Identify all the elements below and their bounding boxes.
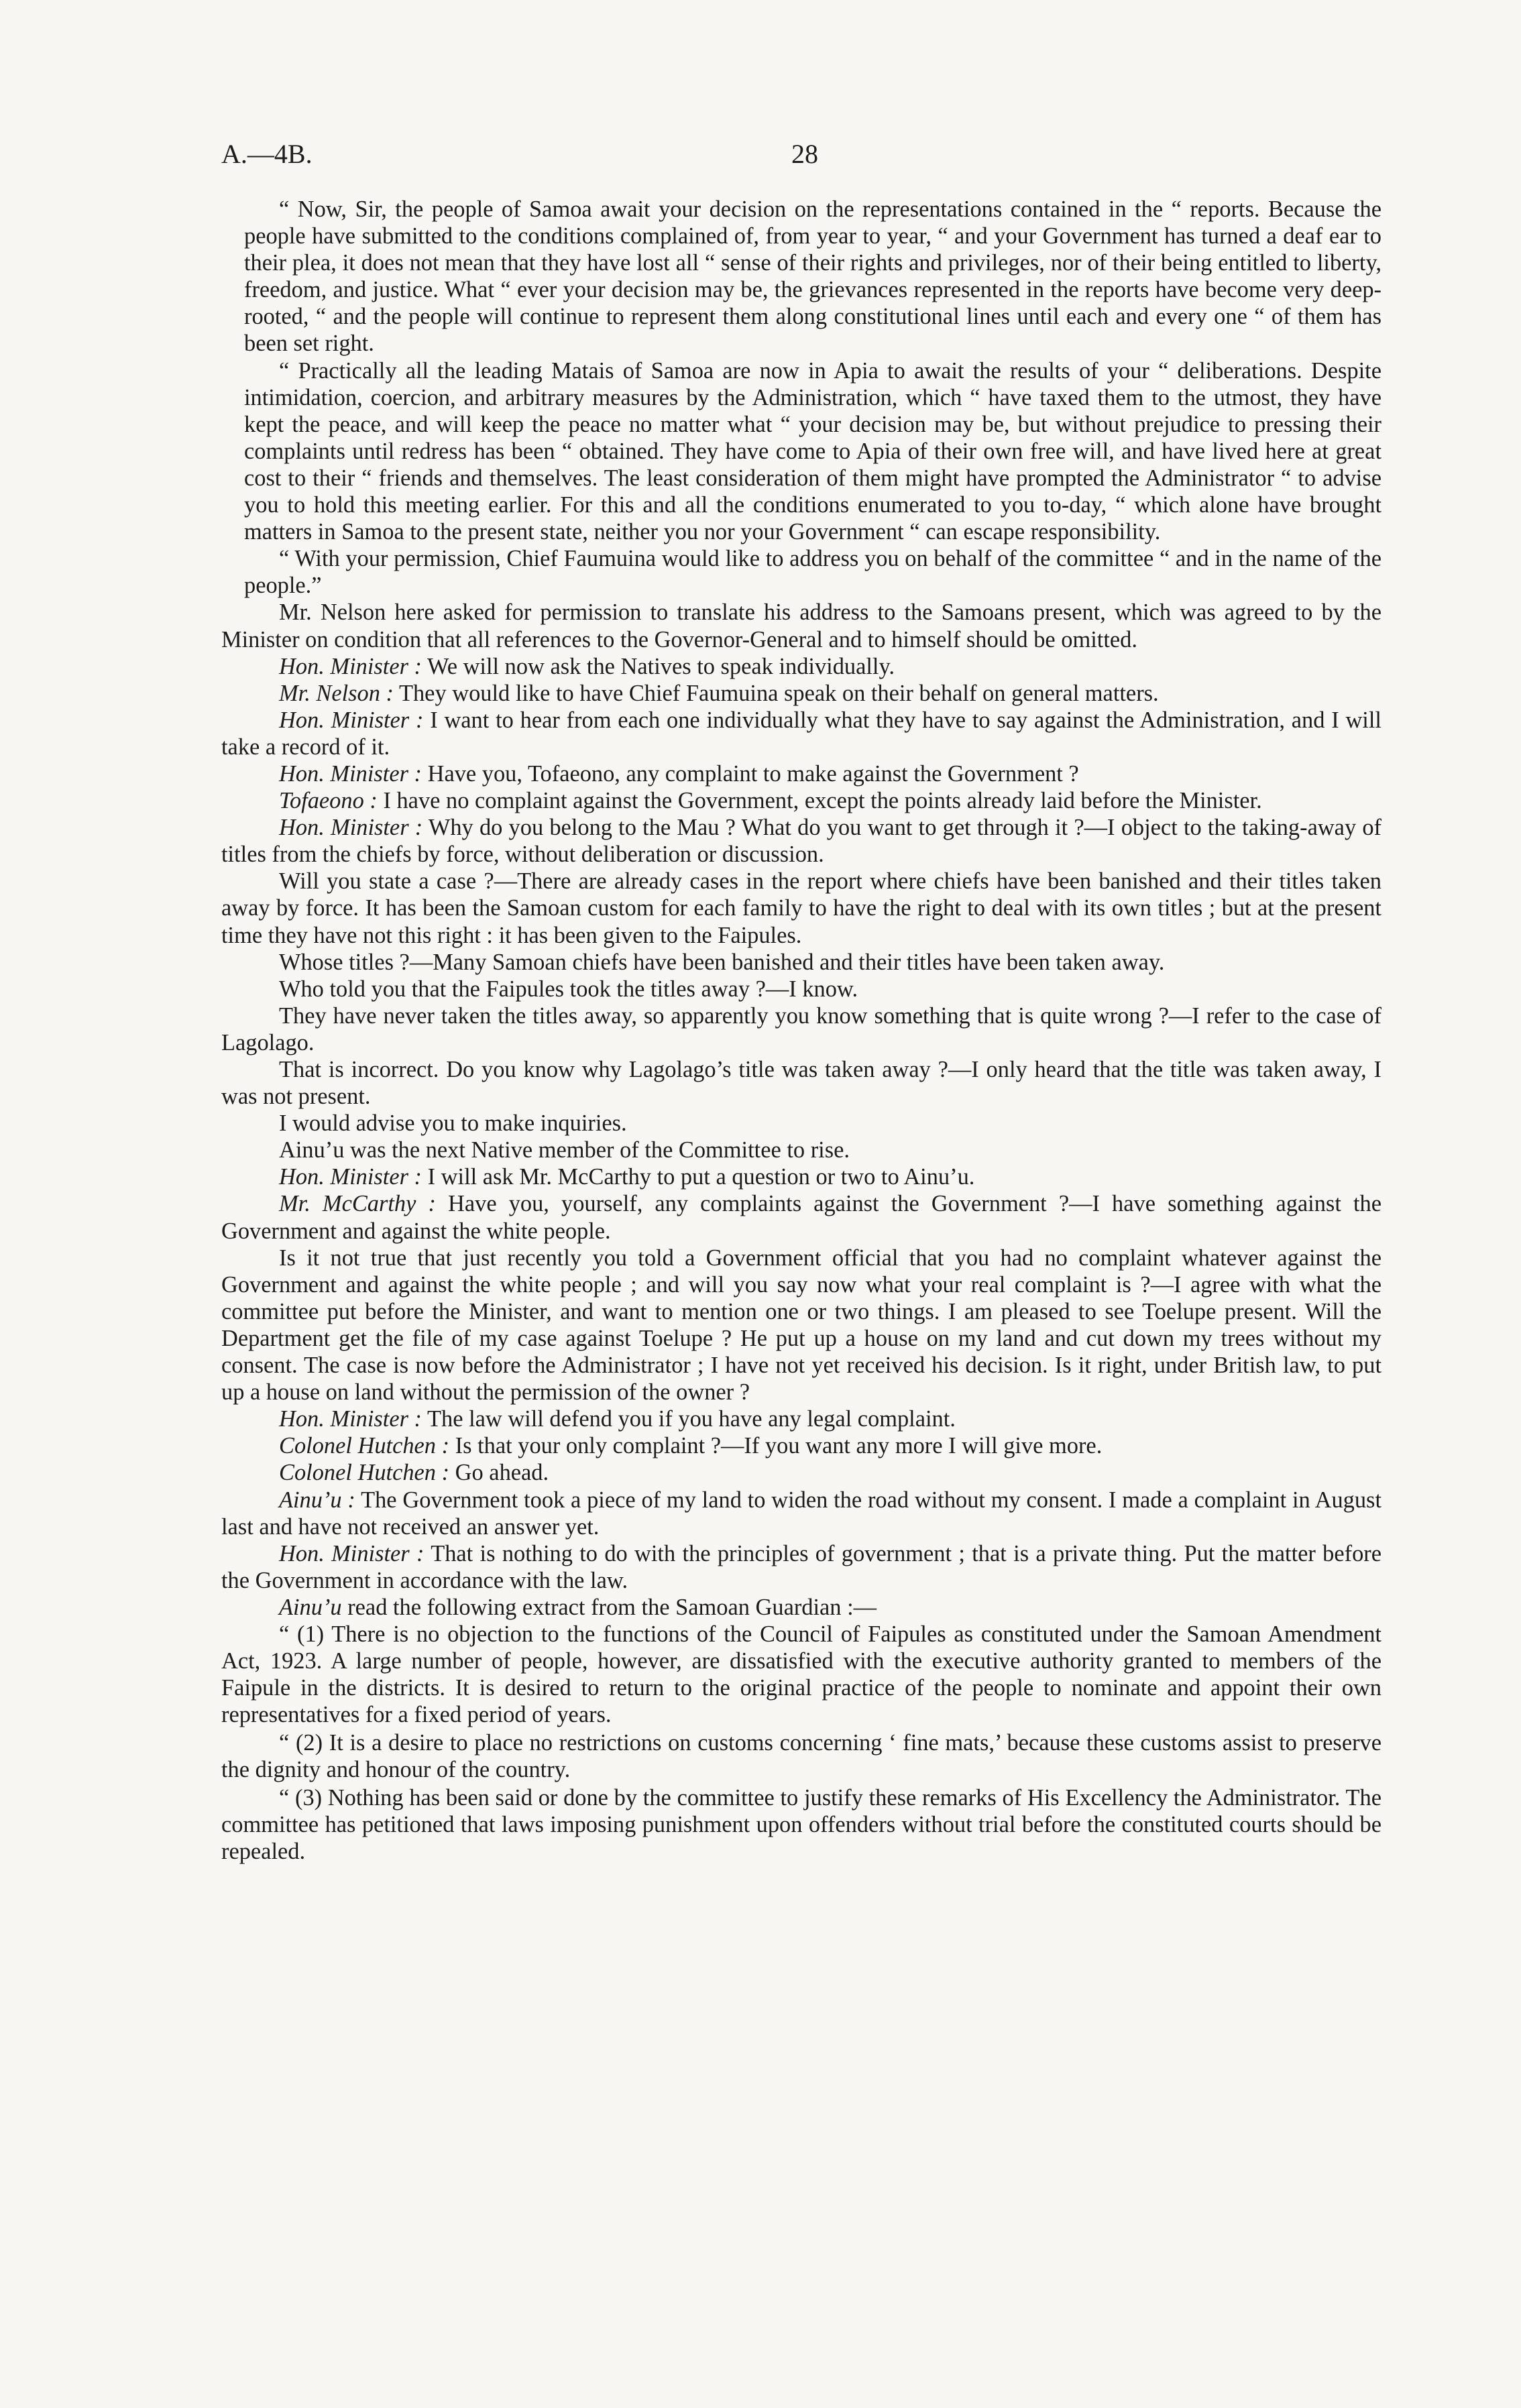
paragraph: Is it not true that just recently you told a Government official that you had no complaint whatever against the Government and against the white people ; and will you say now what your real complaint is ?—I agree with what the committee put before the Minister, and want to mention one or two things. I am pleased to see Toelupe present. Will the Department get the file of my case against Toelupe ? He put up a house on my land and cut down my trees without my consent. The case is now before the Administrator ; I have not yet received his decision. Is it right, under British law, to put up a house on land without the permission of the owner ? xyxy=(221,1245,1382,1406)
speaker-label: Hon. Minister : xyxy=(279,760,422,787)
paragraph: “ Now, Sir, the people of Samoa await your decision on the representations contained in the “ reports. Because the people have submitted to the conditions complained of, from year to year, “ and your Government has turned a deaf ear to their plea, it does not mean that they have lost all “ sense of their rights and privileges, nor of their being entitled to liberty, freedom, and justice. What “ ever your decision may be, the grievances represented in the reports have become very deep-rooted, “ and the people will continue to represent them along constitutional lines until each and every one “ of them has been set right. xyxy=(244,196,1382,357)
paragraph: Hon. Minister : Why do you belong to the Mau ? What do you want to get through it ?—I object to the taking-away of titles from the chiefs by force, without deliberation or discussion. xyxy=(221,815,1382,868)
speaker-label: Hon. Minister : xyxy=(279,1164,422,1190)
speaker-label: Mr. McCarthy : xyxy=(279,1191,436,1217)
page-number: 28 xyxy=(791,139,818,169)
speaker-label: Tofaeono : xyxy=(279,788,378,814)
paragraph: Will you state a case ?—There are already cases in the report where chiefs have been banished and their titles taken away by force. It has been the Samoan custom for each family to have the right to deal with its own titles ; but at the present time they have not this right : it has been given to the Faipules. xyxy=(221,868,1382,948)
paragraph: “ (3) Nothing has been said or done by the committee to justify these remarks of His Excellency the Administrator. The committee has petitioned that laws imposing punishment upon offenders without trial before the constituted courts should be repealed. xyxy=(221,1784,1382,1864)
paragraph: Mr. Nelson here asked for permission to translate his address to the Samoans present, which was agreed to by the Minister on condition that all references to the Governor-General and to himself should be omitted. xyxy=(221,599,1382,652)
paragraph: “ With your permission, Chief Faumuina would like to address you on behalf of the committee “ and in the name of the people.” xyxy=(244,546,1382,599)
page-header xyxy=(221,138,1382,178)
paragraph: Hon. Minister : The law will defend you if you have any legal complaint. xyxy=(279,1406,956,1432)
speaker-label: Hon. Minister : xyxy=(279,1540,425,1566)
paragraph: Colonel Hutchen : Go ahead. xyxy=(279,1460,549,1486)
paragraph: Ainu’u was the next Native member of the Committee to rise. xyxy=(279,1137,850,1163)
speaker-label: Hon. Minister : xyxy=(279,815,423,841)
speaker-label: Ainu’u xyxy=(279,1594,342,1620)
paragraph: I would advise you to make inquiries. xyxy=(279,1110,627,1137)
paragraph: Who told you that the Faipules took the titles away ?—I know. xyxy=(279,976,858,1002)
paragraph: “ Practically all the leading Matais of Samoa are now in Apia to await the results of your “ deliberations. Despite intimidation, coercion, and arbitrary measures by the Administration, which “ have taxed them to the utmost, they have kept the peace, and will keep the peace no matter what “ your decision may be, but without prejudice to pressing their complaints until redress has been “ obtained. They have come to Apia of their own free will, and have lived here at great cost to their “ friends and themselves. The least consideration of them might have prompted the Administrator “ to advise you to hold this meeting earlier. For this and all the conditions enumerated to you to-day, “ which alone have brought matters in Samoa to the present state, neither you nor your Government “ can escape responsibility. xyxy=(244,357,1382,545)
paragraph: Mr. McCarthy : Have you, yourself, any complaints against the Government ?—I have something against the Government and against the white people. xyxy=(221,1191,1382,1244)
speaker-label: Hon. Minister : xyxy=(279,653,422,679)
paragraph: Ainu’u : The Government took a piece of my land to widen the road without my consent. I made a complaint in August last and have not received an answer yet. xyxy=(221,1487,1382,1540)
speaker-label: Ainu’u : xyxy=(279,1487,355,1513)
paragraph: Hon. Minister : We will now ask the Natives to speak individually. xyxy=(279,653,895,679)
paragraph: “ (2) It is a desire to place no restrictions on customs concerning ‘ fine mats,’ because these customs assist to preserve the dignity and honour of the country. xyxy=(221,1729,1382,1782)
paragraph: That is incorrect. Do you know why Lagolago’s title was taken away ?—I only heard that the title was taken away, I was not present. xyxy=(221,1057,1382,1110)
body-text xyxy=(221,196,1382,1865)
paragraph: Hon. Minister : That is nothing to do with the principles of government ; that is a private thing. Put the matter before the Government in accordance with the law. xyxy=(221,1540,1382,1593)
paragraph: “ (1) There is no objection to the functions of the Council of Faipules as constituted under the Samoan Amendment Act, 1923. A large number of people, however, are dissatisfied with the executive authority granted to members of the Faipule in the districts. It is desired to return to the original practice of the people to nominate and appoint their own representatives for a fixed period of years. xyxy=(221,1621,1382,1728)
speaker-label: Colonel Hutchen : xyxy=(279,1460,450,1486)
paragraph: They have never taken the titles away, so apparently you know something that is quite wrong ?—I refer to the case of Lagolago. xyxy=(221,1002,1382,1055)
speaker-label: Mr. Nelson : xyxy=(279,680,394,706)
paragraph: Hon. Minister : Have you, Tofaeono, any complaint to make against the Government ? xyxy=(279,760,1079,787)
speaker-label: Hon. Minister : xyxy=(279,1406,422,1432)
document-reference: A.—4B. xyxy=(221,139,313,169)
paragraph: Ainu’u read the following extract from the Samoan Guardian :— xyxy=(279,1594,877,1620)
speaker-label: Colonel Hutchen : xyxy=(279,1433,450,1459)
paragraph: Whose titles ?—Many Samoan chiefs have been banished and their titles have been taken away. xyxy=(279,949,1165,975)
paragraph: Hon. Minister : I will ask Mr. McCarthy to put a question or two to Ainu’u. xyxy=(279,1164,975,1190)
paragraph: Colonel Hutchen : Is that your only complaint ?—If you want any more I will give more. xyxy=(279,1433,1103,1459)
paragraph: Mr. Nelson : They would like to have Chief Faumuina speak on their behalf on general matters. xyxy=(279,680,1159,706)
paragraph: Tofaeono : I have no complaint against the Government, except the points already laid before the Minister. xyxy=(279,788,1262,814)
speaker-label: Hon. Minister : xyxy=(279,707,424,733)
paragraph: Hon. Minister : I want to hear from each one individually what they have to say against the Administration, and I will take a record of it. xyxy=(221,707,1382,760)
